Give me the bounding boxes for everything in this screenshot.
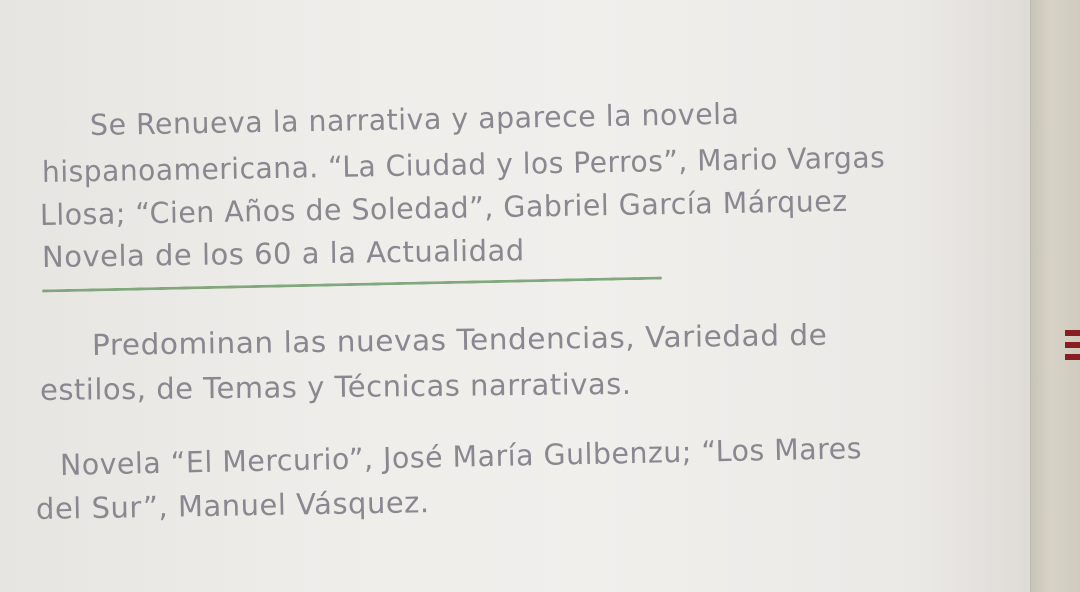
handwritten-line: estilos, de Temas y Técnicas narrativas. xyxy=(39,366,632,407)
handwritten-heading: Novela de los 60 a la Actualidad xyxy=(41,233,525,274)
binding-mark xyxy=(1065,342,1080,348)
binding-mark xyxy=(1065,330,1080,336)
handwritten-line: Llosa; “Cien Años de Soledad”, Gabriel García Márquez xyxy=(39,183,848,232)
handwritten-line: del Sur”, Manuel Vásquez. xyxy=(35,485,430,526)
handwritten-line: Predominan las nuevas Tendencias, Variedad de xyxy=(91,317,828,362)
page-edge xyxy=(1030,0,1080,592)
handwritten-line: hispanoamericana. “La Ciudad y los Perros”, Mario Vargas xyxy=(41,140,886,189)
binding-mark xyxy=(1065,354,1080,360)
handwritten-line: Novela “El Mercurio”, José María Gulbenzu; “Los Mares xyxy=(59,431,863,482)
handwritten-line: Se Renueva la narrativa y aparece la novela xyxy=(89,96,740,142)
